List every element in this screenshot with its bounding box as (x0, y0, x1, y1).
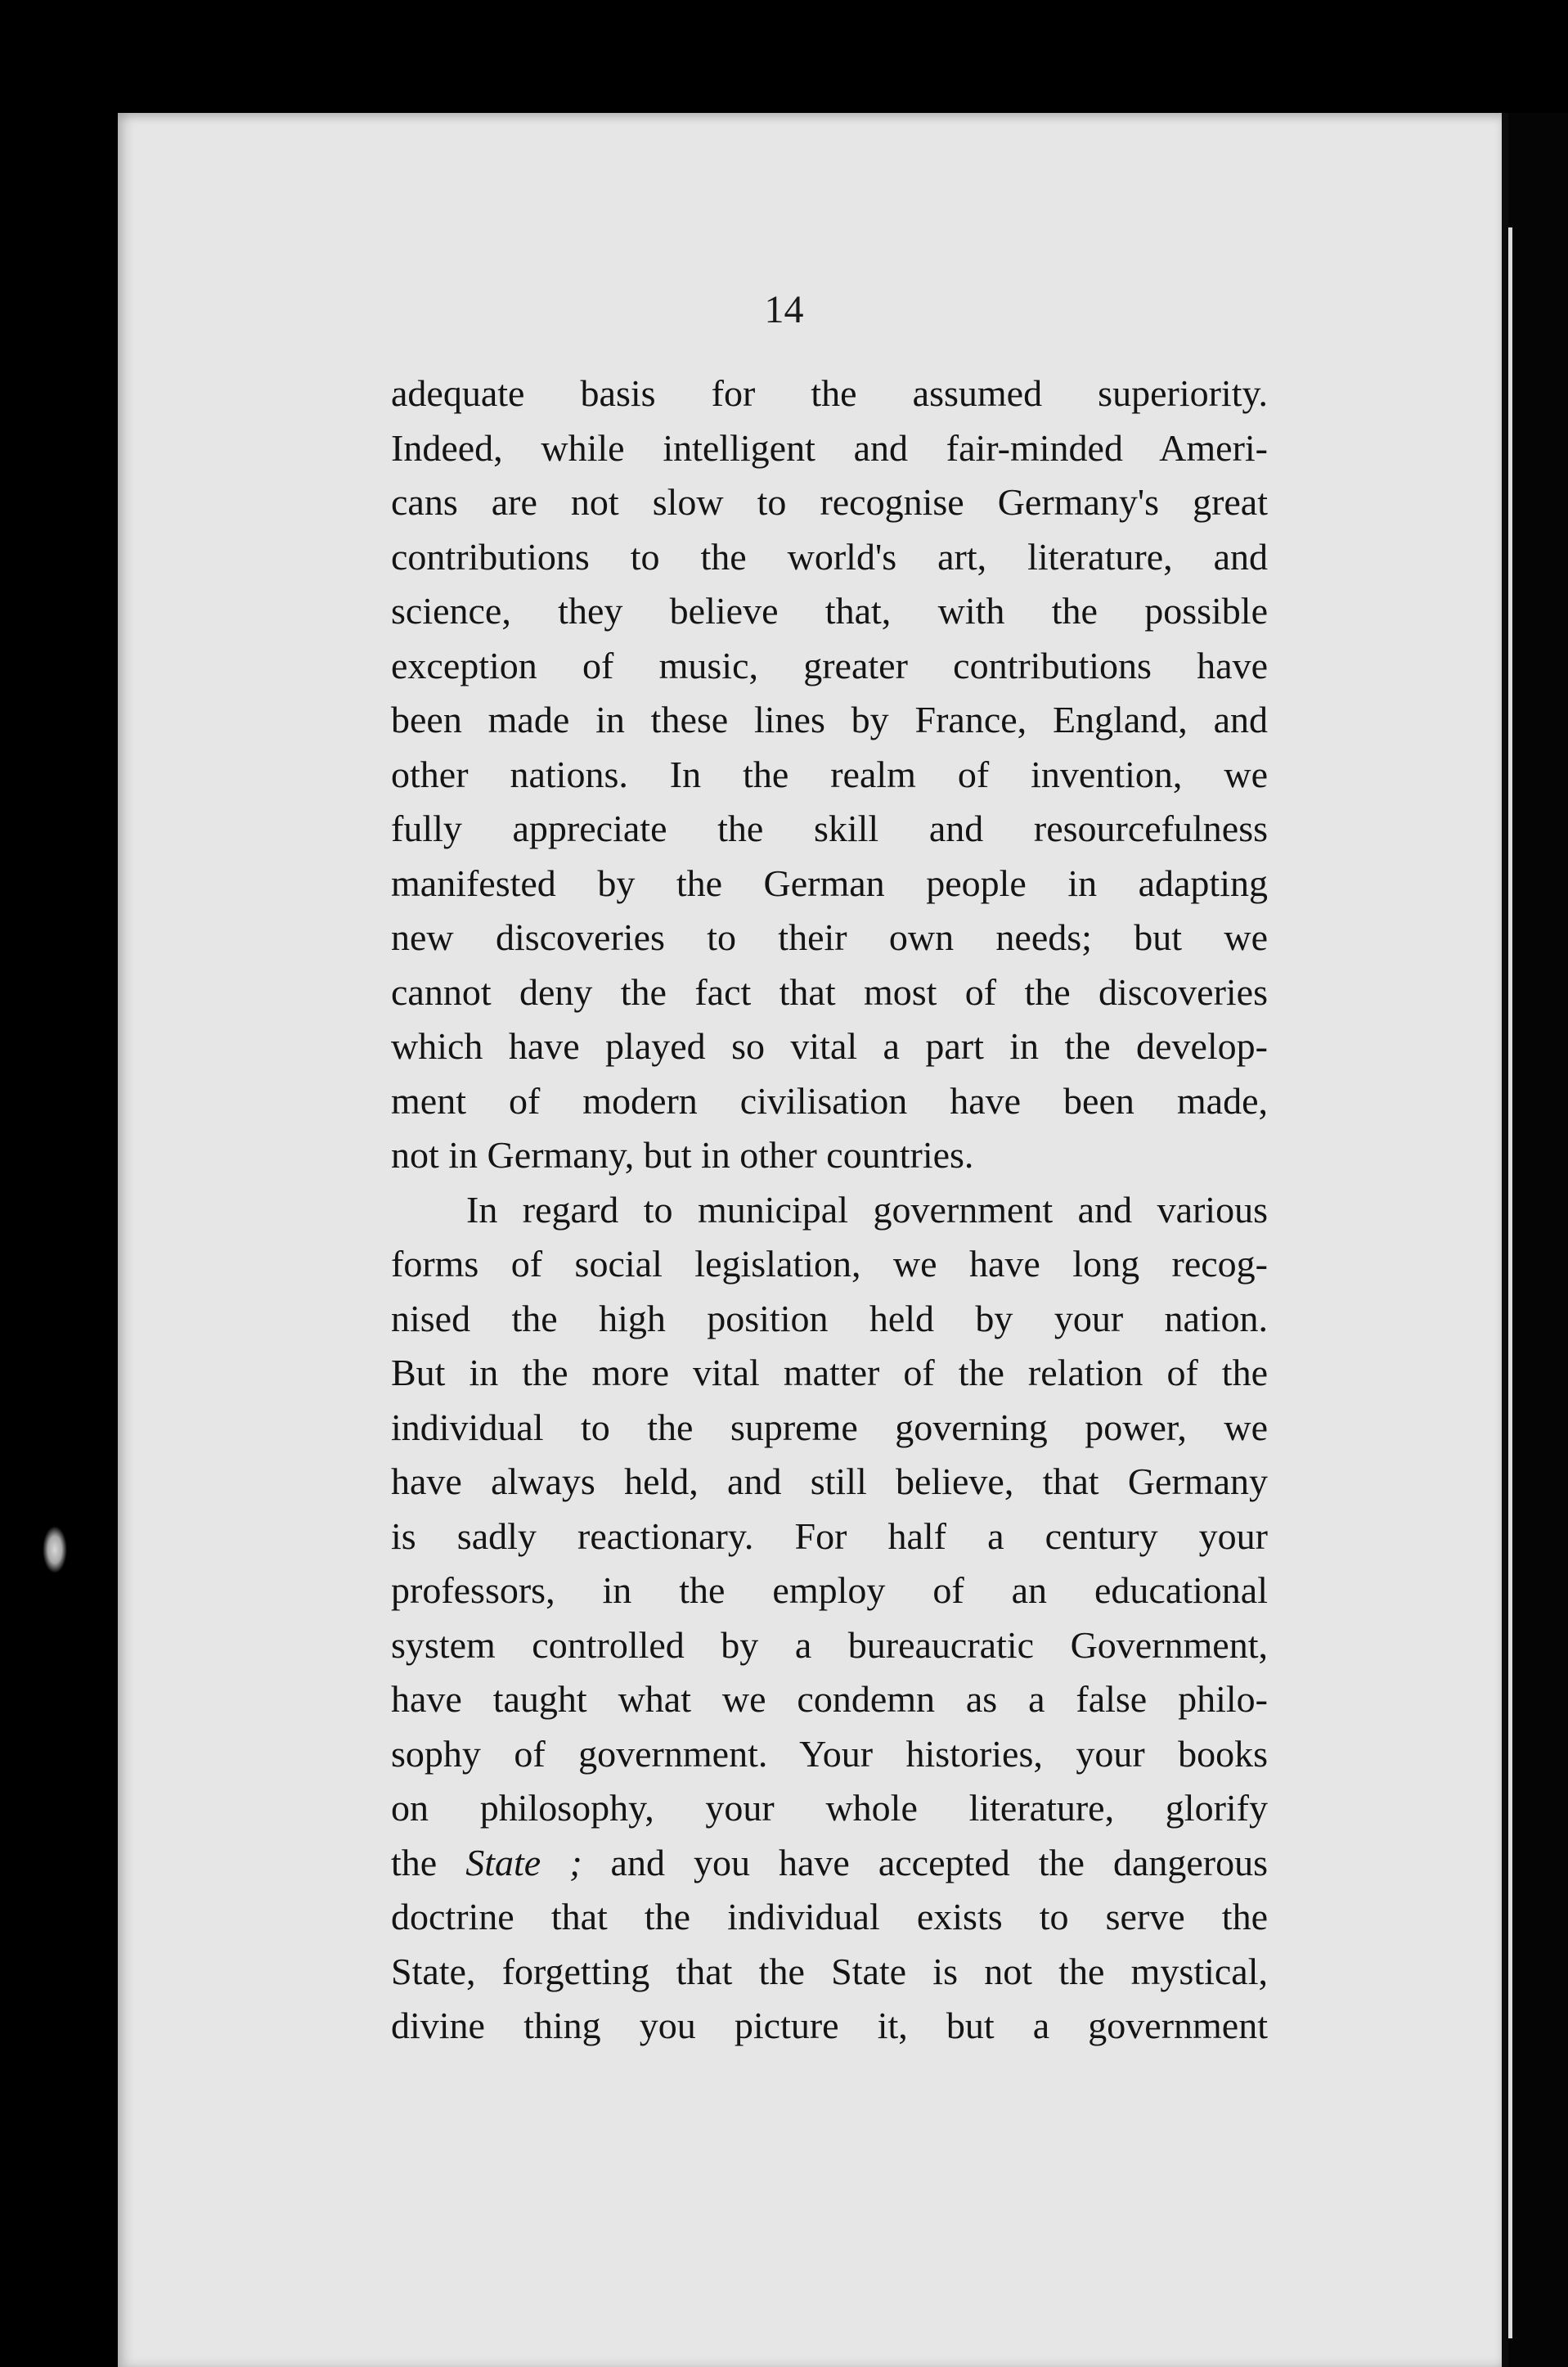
text-line: nised the high position held by your nation. (391, 1297, 1268, 1339)
italic-word-state: State ; (465, 1841, 582, 1883)
text-line: have taught what we condemn as a false philo- (391, 1678, 1268, 1720)
text-line: fully appreciate the skill and resourcefulness (391, 808, 1268, 849)
text-line: is sadly reactionary. For half a century your (391, 1514, 1268, 1557)
text-line: manifested by the German people in adapting (391, 862, 1268, 904)
text-line: science, they believe that, with the possible (391, 590, 1268, 632)
text-line: doctrine that the individual exists to serve the (391, 1896, 1268, 1937)
text-line: But in the more vital matter of the relation of the (391, 1352, 1268, 1393)
text-line: new discoveries to their own needs; but we (391, 916, 1268, 958)
text-line: other nations. In the realm of invention, we (391, 753, 1268, 795)
text-fragment: and you have accepted the dangerous (610, 1841, 1268, 1883)
text-line: State, forgetting that the State is not the mystical, (391, 1950, 1268, 1992)
text-line: not in Germany, but in other countries. (391, 1134, 974, 1176)
text-line: been made in these lines by France, England, and (391, 699, 1268, 740)
text-line: cannot deny the fact that most of the discoveries (391, 970, 1268, 1013)
facing-page-edge (1508, 113, 1568, 2367)
text-line: individual to the supreme governing power, we (391, 1406, 1268, 1448)
text-line: have always held, and still believe, that Germany (391, 1460, 1268, 1502)
text-line: contributions to the world's art, literature, and (391, 535, 1268, 578)
text-line: divine thing you picture it, but a government (391, 2005, 1268, 2046)
body-text (391, 367, 1268, 2054)
text-line: which have played so vital a part in the develop- (391, 1025, 1268, 1067)
text-line: forms of social legislation, we have long recog- (391, 1243, 1268, 1285)
text-line: cans are not slow to recognise Germany's great (391, 481, 1268, 523)
text-line: ment of modern civilisation have been made, (391, 1079, 1268, 1122)
text-line: sophy of government. Your histories, your books (391, 1732, 1268, 1775)
text-line: Indeed, while intelligent and fair-minded Ameri- (391, 426, 1268, 469)
page-number: 14 (764, 288, 804, 331)
text-fragment: the (391, 1841, 438, 1883)
text-line: professors, in the employ of an educational (391, 1569, 1268, 1611)
text-line-with-italic (391, 1836, 1268, 1891)
text-line: system controlled by a bureaucratic Government, (391, 1623, 1268, 1666)
facing-page-border (1508, 227, 1512, 2338)
scan-artifact-speck (43, 1526, 67, 1573)
text-line: on philosophy, your whole literature, glorify (391, 1787, 1268, 1829)
page-spine-shadow (1502, 113, 1508, 2367)
text-line: adequate basis for the assumed superiority. (391, 372, 1268, 414)
text-line: exception of music, greater contributions have (391, 644, 1268, 686)
text-line: In regard to municipal government and various (466, 1188, 1268, 1231)
